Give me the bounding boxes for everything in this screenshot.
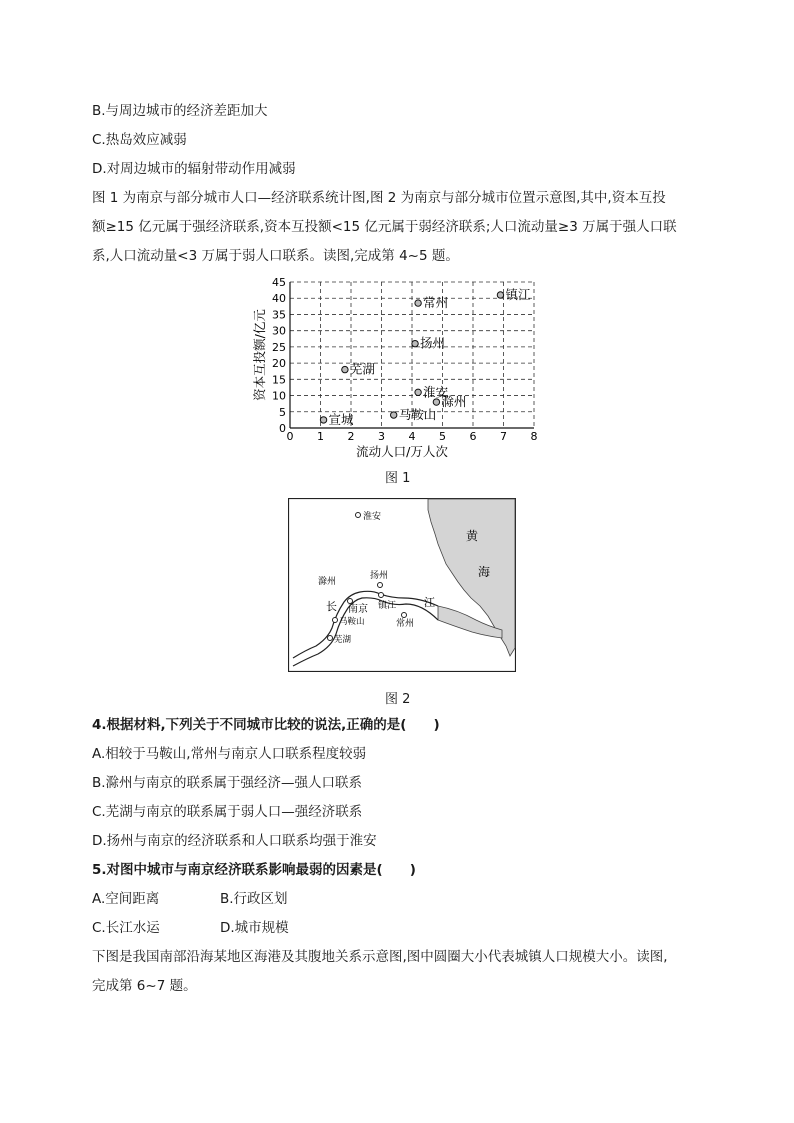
river-label-2: 江	[424, 596, 435, 609]
y-tick-label: 25	[272, 340, 286, 354]
city-label-wuhu: 芜湖	[334, 635, 352, 645]
x-tick-label: 6	[469, 430, 477, 443]
y-tick-label: 40	[272, 292, 286, 306]
data-point	[497, 292, 503, 298]
question-5-option-a: A.空间距离	[92, 891, 160, 907]
y-tick-label: 20	[272, 357, 286, 371]
question-5-option-d: D.城市规模	[220, 920, 289, 936]
y-axis-label: 资本互投额/亿元	[252, 309, 267, 401]
intro-line-1: 图 1 为南京与部分城市人口—经济联系统计图,图 2 为南京与部分城市位置示意图,其中,资本互投	[92, 190, 666, 206]
question-4-option-d: D.扬州与南京的经济联系和人口联系均强于淮安	[92, 833, 377, 849]
question-4: 4.根据材料,下列关于不同城市比较的说法,正确的是( )	[92, 717, 440, 733]
question-4-option-c: C.芜湖与南京的联系属于弱人口—强经济联系	[92, 804, 363, 820]
city-label-yangzhou: 扬州	[370, 571, 389, 581]
city-marker-wuhu	[328, 636, 333, 641]
data-point	[391, 412, 397, 418]
question-5-option-b: B.行政区划	[220, 891, 288, 907]
y-tick-label: 45	[272, 276, 286, 289]
x-tick-label: 8	[530, 430, 538, 443]
data-point	[433, 399, 439, 405]
y-tick-label: 30	[272, 324, 286, 338]
sea-label-1: 黄	[466, 529, 479, 543]
city-label-nanjing: 南京	[348, 604, 368, 615]
question-4-option-a: A.相较于马鞍山,常州与南京人口联系程度较弱	[92, 746, 367, 762]
city-label-maanshan: 马鞍山	[339, 617, 365, 627]
figure-2-map	[288, 498, 516, 672]
city-marker-changzhou	[402, 613, 407, 618]
y-tick-label: 35	[272, 308, 286, 322]
data-point-label: 滁州	[441, 394, 467, 410]
data-point-label: 镇江	[505, 286, 531, 302]
city-label-changzhou: 常州	[396, 619, 415, 629]
y-tick-label: 15	[272, 373, 286, 387]
next-intro-line-1: 下图是我国南部沿海某地区海港及其腹地关系示意图,图中圆圈大小代表城镇人口规模大小。读图,	[92, 949, 668, 965]
intro-line-2: 额≥15 亿元属于强经济联系,资本互投额<15 亿元属于弱经济联系;人口流动量≥3 万属于强人口联	[92, 219, 677, 235]
y-tick-label: 5	[279, 405, 286, 419]
river-label-1: 长	[326, 600, 337, 613]
data-point-label: 马鞍山	[398, 407, 437, 423]
data-point	[412, 340, 418, 346]
x-tick-label: 0	[286, 430, 294, 443]
city-marker-yangzhou	[378, 583, 383, 588]
y-tick-label: 0	[279, 422, 286, 435]
x-tick-label: 7	[500, 430, 507, 443]
x-axis-label: 流动人口/万人次	[356, 444, 448, 459]
data-point-label: 宣城	[328, 411, 354, 427]
city-marker-zhenjiang	[379, 593, 384, 598]
x-tick-label: 1	[317, 430, 324, 443]
option-d: D.对周边城市的辐射带动作用减弱	[92, 161, 296, 177]
city-marker-nanjing	[348, 599, 353, 604]
intro-line-3: 系,人口流动量<3 万属于弱人口联系。读图,完成第 4~5 题。	[92, 248, 459, 264]
city-marker-huaian	[356, 513, 361, 518]
data-point-label: 扬州	[420, 335, 446, 351]
x-tick-label: 2	[347, 430, 355, 443]
x-tick-label: 3	[378, 430, 385, 443]
x-tick-label: 5	[439, 430, 446, 443]
option-b: B.与周边城市的经济差距加大	[92, 103, 268, 119]
city-marker-maanshan	[333, 618, 338, 623]
sea-label-2: 海	[478, 565, 491, 579]
figure-1-scatter-chart	[250, 270, 550, 465]
data-point	[320, 417, 326, 423]
figure-1-caption: 图 1	[385, 471, 411, 486]
figure-2-caption: 图 2	[385, 692, 411, 707]
data-point-label: 淮安	[423, 384, 449, 400]
question-4-option-b: B.滁州与南京的联系属于强经济—强人口联系	[92, 775, 363, 791]
city-label-zhenjiang: 镇江	[378, 601, 397, 611]
city-label-chuzhou: 滁州	[318, 577, 337, 587]
x-tick-label: 4	[408, 430, 416, 443]
y-tick-label: 10	[272, 389, 286, 403]
city-label-huaian: 淮安	[363, 512, 382, 522]
data-point-label: 常州	[423, 295, 449, 311]
data-point	[415, 389, 421, 395]
next-intro-line-2: 完成第 6~7 题。	[92, 978, 197, 994]
question-5: 5.对图中城市与南京经济联系影响最弱的因素是( )	[92, 862, 416, 878]
question-5-option-c: C.长江水运	[92, 920, 160, 936]
data-point	[342, 366, 348, 372]
data-point-label: 芜湖	[349, 361, 375, 377]
option-c: C.热岛效应减弱	[92, 132, 187, 148]
data-point	[415, 300, 421, 306]
